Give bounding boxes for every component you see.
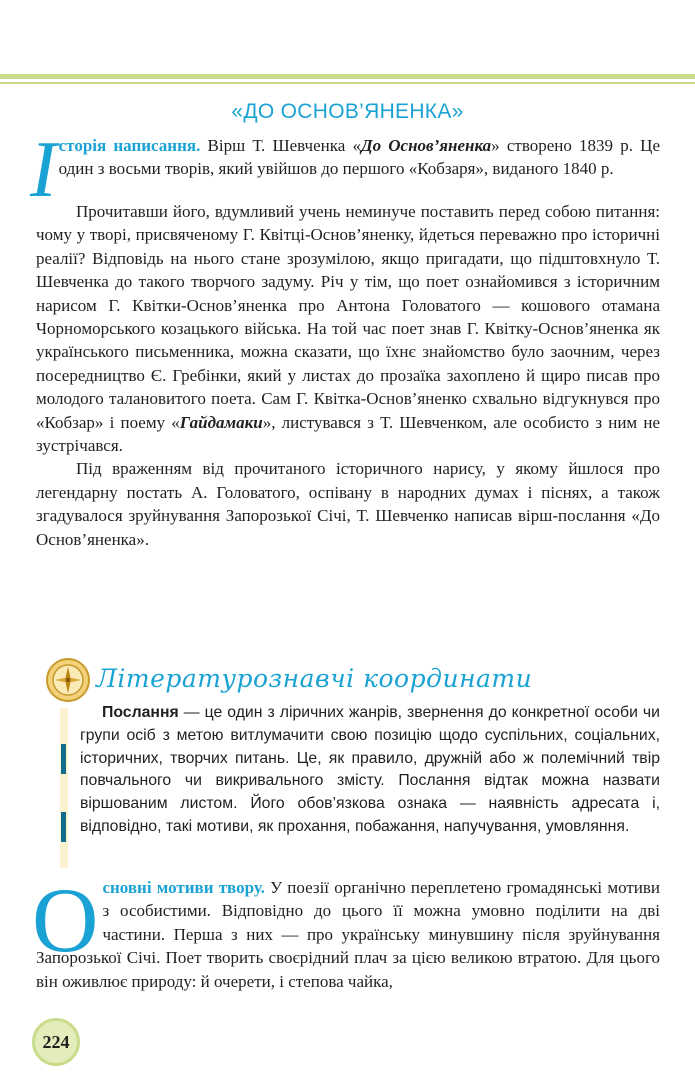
lit-term: Послання bbox=[102, 704, 179, 721]
motives-dropcap: О bbox=[32, 869, 99, 971]
history-intro-b: » створено 1839 р. Це один з восьми творів, який увійшов до першого «Кобзаря», виданого 1840 р. bbox=[58, 136, 660, 179]
lit-side-mark bbox=[61, 744, 66, 774]
history-paragraph-3: Під враженням від прочитаного історичного нарису, у якому йшлося про легендарну постать А. Головатого, оспівану в народних думах і піснях, а також згадувалося зруйнування Запорозької Січі, Т. Шевченко написав вірш-послання «До Основ’яненка». bbox=[36, 459, 660, 549]
history-heading: сторія написання. bbox=[58, 136, 201, 155]
history-para2-a: Прочитавши його, вдумливий учень неминуче поставить перед собою питання: чому у творі, присвяченому Г. Квітці-Основ’яненку, йдеться переважно про історичні реалії? Відповідь на нього стане зрозумілою, якщо пригадати, що підштовхнуло Т. Шевченка до такого творчого задуму. Річ у тім, що поет ознайомився з історичним нарисом Г. Квітки-Основ’яненка про Антона Головатого — кошового отамана Чорноморського козацького війська. На той час поет знав Г. Квітку-Основ’яненка як українського письменника, можна сказати, що їхнє знайомство було заочним, через посередництво Є. Гребінки, який у листах до прозаїка захоплено й щиро писав про молодого талановитого поета. Сам Г. Квітка-Основ’яненко схвально відгукнувся про «Кобзар» і поему « bbox=[36, 202, 660, 432]
page-title: «ДО ОСНОВ’ЯНЕНКА» bbox=[231, 100, 464, 123]
motives-heading: сновні мотиви твору. bbox=[102, 878, 265, 897]
history-dropcap: І bbox=[30, 126, 57, 214]
top-rule-thick bbox=[0, 74, 695, 79]
lit-side-strip bbox=[60, 708, 68, 868]
lit-definition bbox=[80, 702, 660, 839]
history-paragraph-1 bbox=[30, 126, 660, 214]
haidamaky-title-ref: Гайдамаки bbox=[179, 412, 263, 432]
history-section bbox=[30, 126, 661, 551]
motives-paragraph bbox=[32, 869, 661, 993]
motives-section bbox=[32, 869, 661, 993]
history-para2-b: », листувався з Т. Шевченком, але особисто з ним не зустрічався. bbox=[36, 412, 661, 456]
lit-side-mark bbox=[61, 812, 66, 842]
page-number: 224 bbox=[32, 1018, 80, 1066]
lit-coordinates-heading: Літературознавчі координати bbox=[96, 664, 533, 693]
history-intro-a: Вірш Т. Шевченка « bbox=[200, 136, 361, 155]
lit-coordinates-box bbox=[60, 702, 660, 870]
motives-text: У поезії органічно переплетено громадянські мотиви з особистими. Відповідно до цього її можна умовно поділити на дві частини. Перша з них — про українську минувшину після зруйнування Запорозької Січі. Поет творить своєрідний плач за цією великою втратою. Для цього він оживлює природу: й очерети, і степова чайка, bbox=[36, 878, 661, 991]
lit-text: — це один з ліричних жанрів, звернення до конкретної особи чи групи осіб з метою витлумачити свою позицію щодо суспільних, соціальних, історичних, творчих питань. Це, як правило, дружній або ж полемічний твір повчального чи викривального змісту. Послання відтак можна назвати віршованим листом. Його обов’язкова ознака — наявність адресата і, відповідно, такі мотиви, як прохання, побажання, напучування, умовляння. bbox=[80, 704, 660, 835]
history-paragraph-2 bbox=[36, 200, 660, 457]
poem-title-ref: До Основ’яненка bbox=[360, 136, 492, 155]
compass-icon bbox=[46, 658, 90, 702]
top-rule-thin bbox=[0, 82, 695, 84]
